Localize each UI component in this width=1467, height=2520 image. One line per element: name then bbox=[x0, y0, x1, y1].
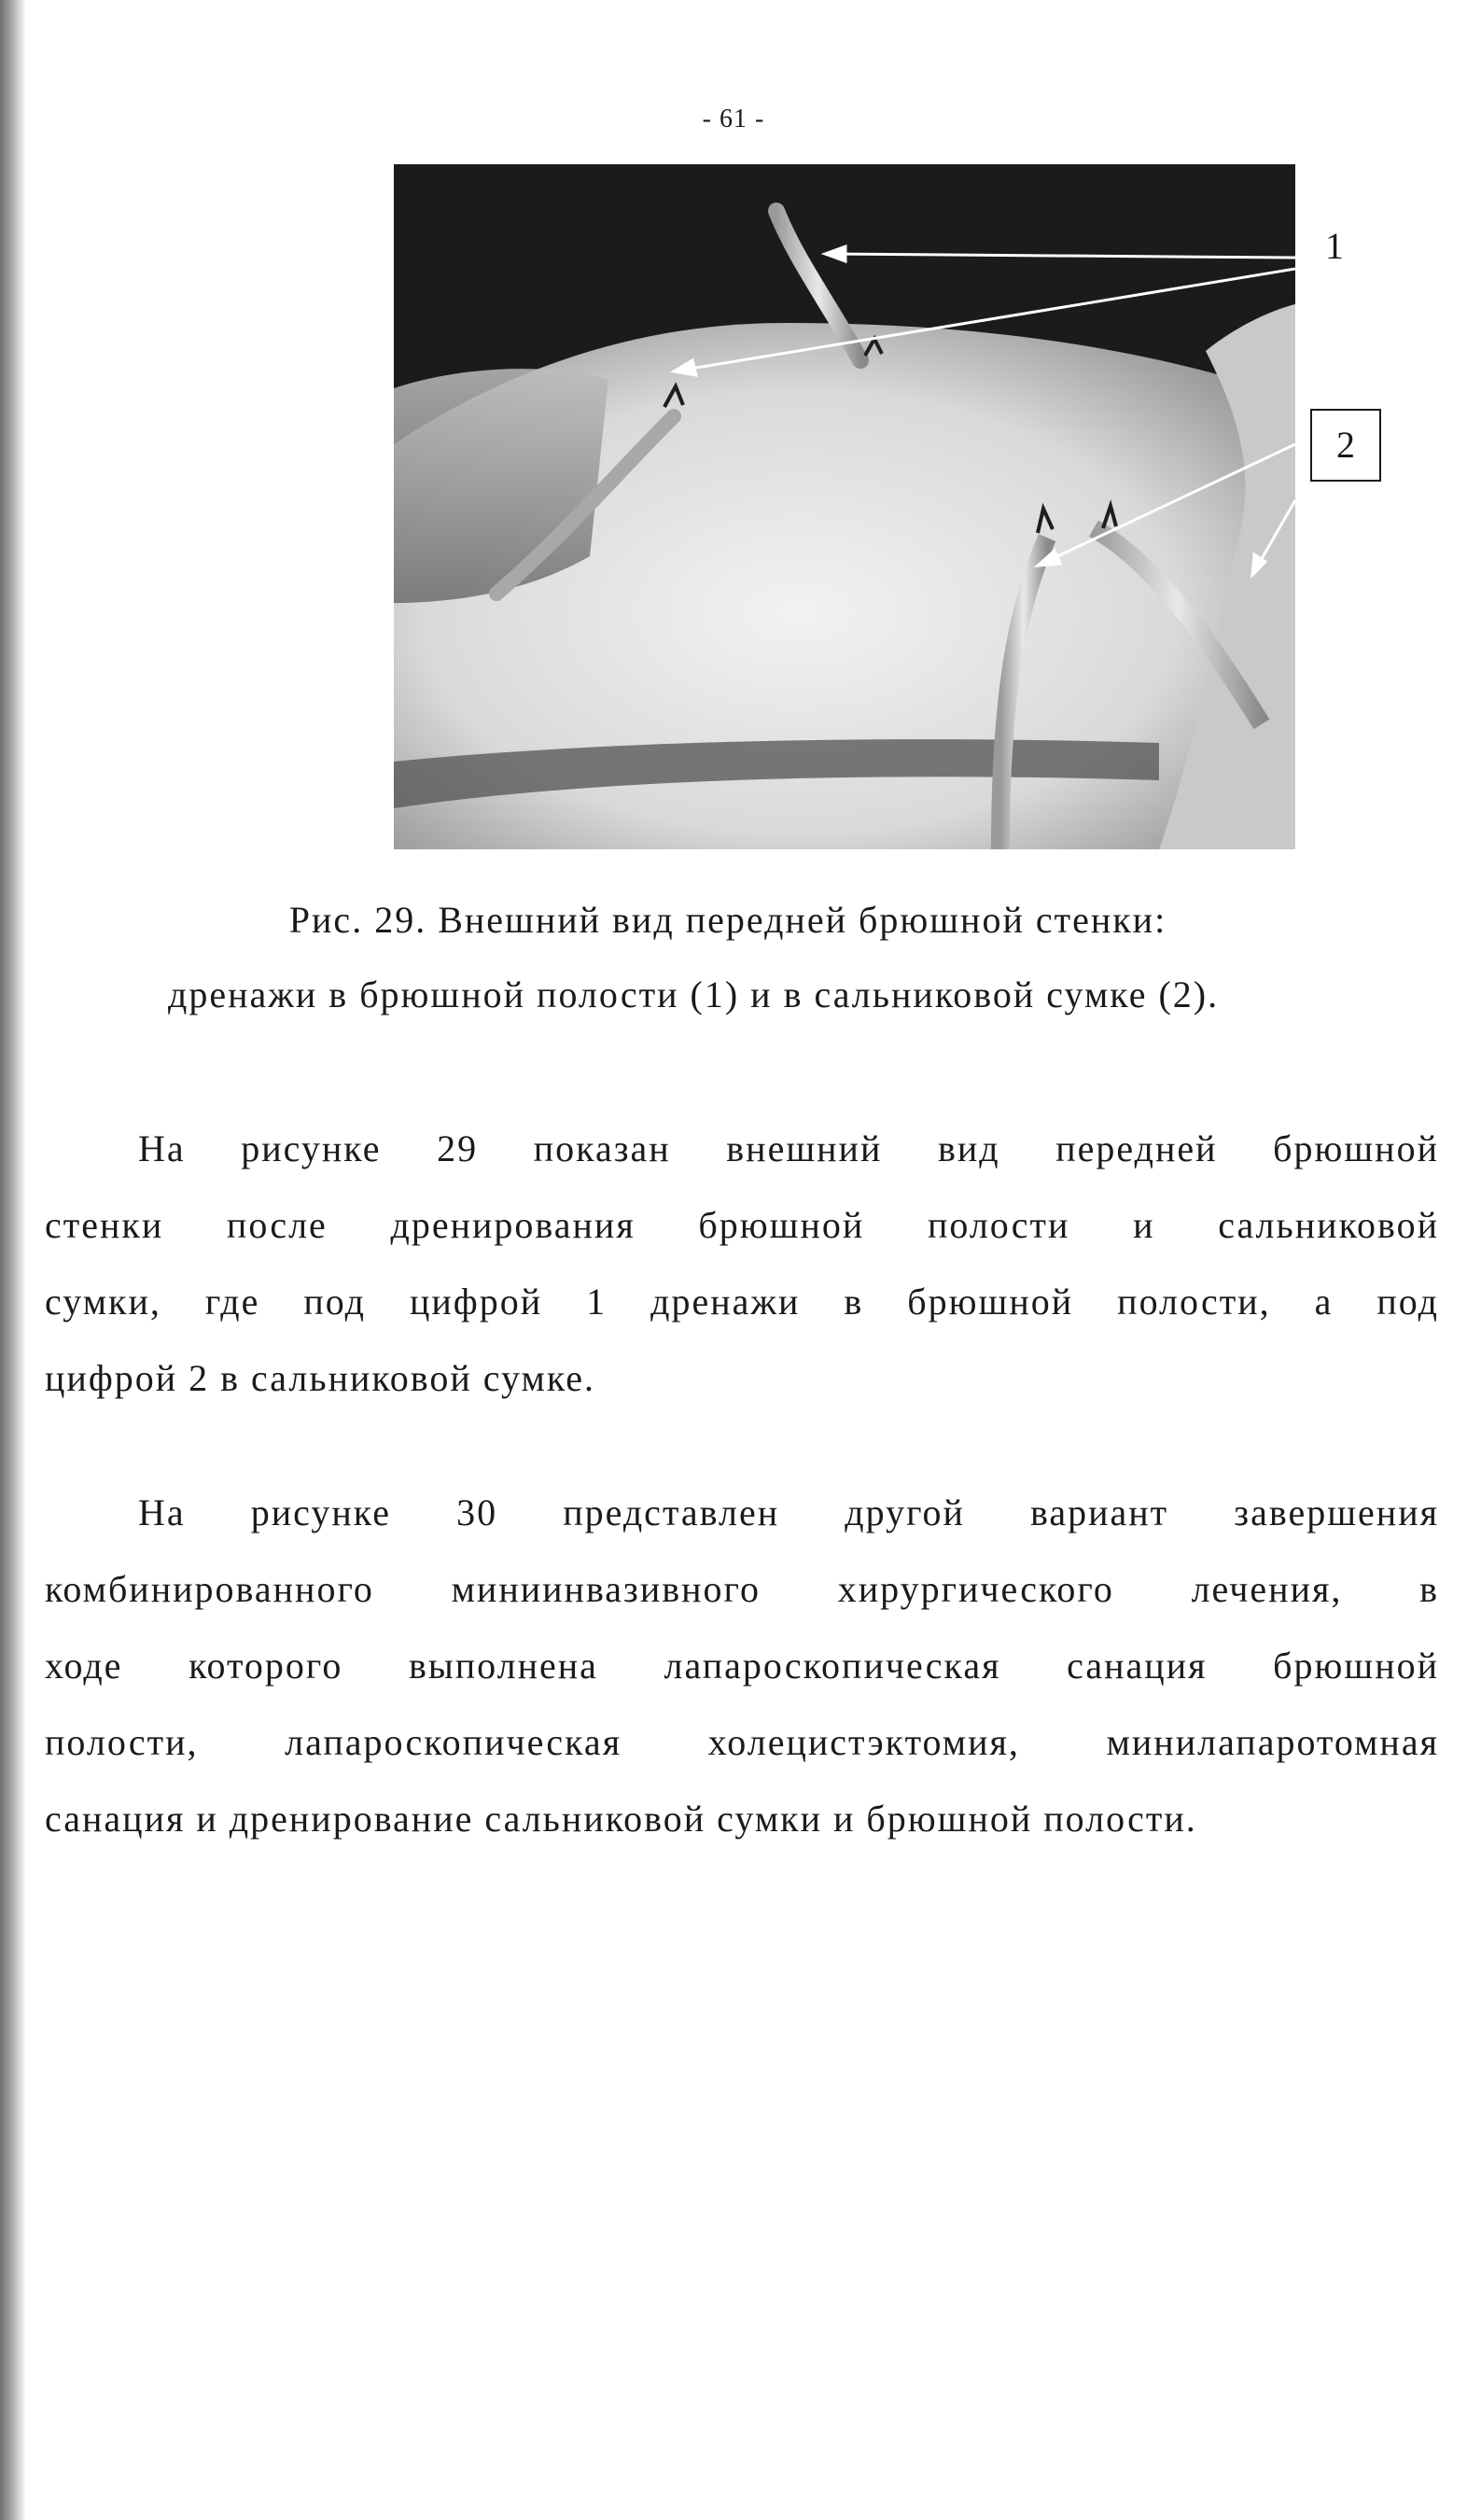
figure-label-two: 2 bbox=[1310, 409, 1381, 482]
paragraph-line: стенки после дренирования брюшной полости и сальниковой bbox=[45, 1204, 1439, 1246]
paragraph-line: сумки, где под цифрой 1 дренажи в брюшной полости, а под bbox=[45, 1281, 1439, 1323]
paragraph-line: На рисунке 29 показан внешний вид передней брюшной bbox=[138, 1127, 1439, 1169]
scan-gutter-shadow bbox=[0, 0, 26, 2520]
paragraph-line: ходе которого выполнена лапароскопическая санация брюшной bbox=[45, 1645, 1439, 1687]
page-number: - 61 - bbox=[702, 105, 765, 133]
figure-caption-line-2: дренажи в брюшной полости (1) и в сальниковой сумке (2). bbox=[168, 973, 1220, 1015]
figure-label-one: 1 bbox=[1325, 225, 1344, 267]
paragraph-line: санация и дренирование сальниковой сумки и брюшной полости. bbox=[45, 1798, 1197, 1840]
paragraph-line: полости, лапароскопическая холецистэктомия, минилапаротомная bbox=[45, 1721, 1439, 1763]
paragraph-line: комбинированного миниинвазивного хирургического лечения, в bbox=[45, 1568, 1439, 1610]
paragraph-2 bbox=[45, 1475, 1439, 1857]
paragraph-1 bbox=[45, 1111, 1439, 1417]
figure-caption-line-1: Рис. 29. Внешний вид передней брюшной стенки: bbox=[288, 899, 1167, 941]
paragraph-line: цифрой 2 в сальниковой сумке. bbox=[45, 1357, 596, 1399]
surgical-photo bbox=[394, 164, 1295, 849]
paragraph-line: На рисунке 30 представлен другой вариант завершения bbox=[138, 1491, 1439, 1533]
